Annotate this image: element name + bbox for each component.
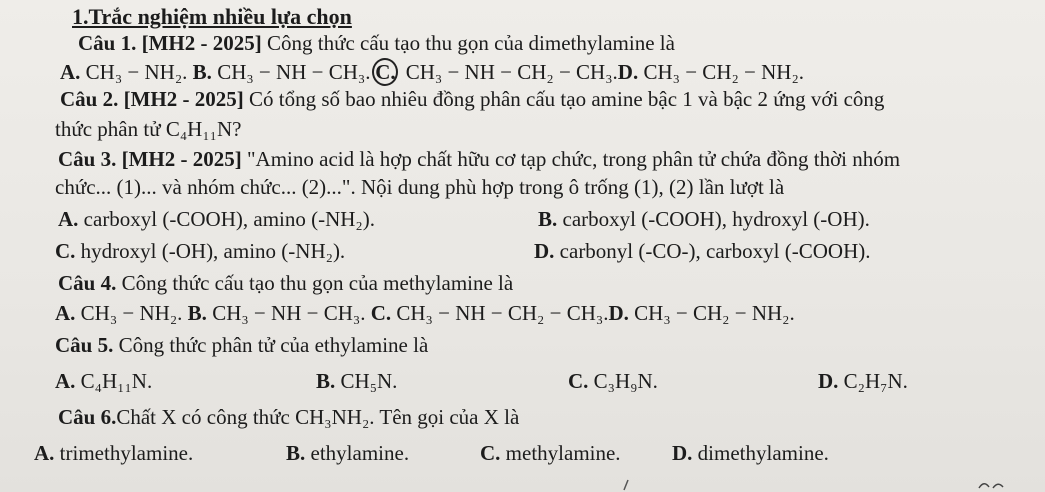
q4-option-b-label: B. [187, 301, 207, 325]
q6-option-b-row [286, 440, 409, 466]
question-2 [60, 86, 884, 112]
q3-option-b: carboxyl (-COOH), hydroxyl (-OH). [557, 207, 870, 231]
q6-option-b: ethylamine. [305, 441, 410, 465]
q6-option-a-row [34, 440, 193, 466]
q3-option-d: carbonyl (-CO-), carboxyl (-COOH). [554, 239, 871, 263]
q3-option-d-label: D. [534, 239, 555, 263]
q1-option-b: CH₃ − NH − CH₃. [211, 60, 371, 84]
q5-option-a-label: A. [55, 369, 76, 393]
q6-option-d: dimethylamine. [692, 441, 829, 465]
question-4 [58, 270, 513, 296]
q4-option-a-label: A. [55, 301, 76, 325]
question-3 [58, 146, 900, 172]
q1-option-d: CH₃ − CH₂ − NH₂. [638, 60, 805, 84]
pencil-scribble-icon [976, 478, 1006, 492]
q4-option-d-label: D. [608, 301, 629, 325]
q5-option-d: C₂H₇N. [838, 369, 908, 393]
q6-option-d-row [672, 440, 829, 466]
q6-option-c-label: C. [480, 441, 501, 465]
q4-label: Câu 4. [58, 271, 117, 295]
q3-option-b-label: B. [538, 207, 558, 231]
q2-label: Câu 2. [MH2 - 2025] [60, 87, 244, 111]
q4-text: Công thức cấu tạo thu gọn của methylamine là [116, 271, 514, 295]
q6-option-c: methylamine. [500, 441, 621, 465]
question-5 [55, 332, 428, 358]
q5-option-c: C₃H₉N. [588, 369, 658, 393]
q6-text: Chất X có công thức CH₃NH₂. Tên gọi của X là [116, 405, 520, 429]
q1-text: Công thức cấu tạo thu gọn của dimethylamine là [261, 31, 675, 55]
q1-option-d-label: D. [617, 60, 639, 84]
q5-option-a-row [55, 368, 152, 394]
q3-option-a-row [58, 206, 375, 232]
q1-option-a-label: A. [60, 60, 81, 84]
question-2-line-2: thức phân tử C₄H₁₁N? [55, 117, 242, 141]
q6-option-c-row [480, 440, 621, 466]
question-1 [78, 30, 675, 56]
q4-options [55, 300, 795, 326]
q6-option-b-label: B. [286, 441, 306, 465]
question-6 [58, 404, 519, 430]
q5-option-d-label: D. [818, 369, 839, 393]
q1-label: Câu 1. [MH2 - 2025] [78, 31, 262, 55]
q6-option-a-label: A. [34, 441, 55, 465]
q3-text: "Amino acid là hợp chất hữu cơ tạp chức, trong phân tử chứa đồng thời nhóm [241, 147, 901, 171]
q6-option-d-label: D. [672, 441, 693, 465]
q3-option-b-row [538, 206, 870, 232]
q5-option-a: C₄H₁₁N. [75, 369, 153, 393]
q6-option-a: trimethylamine. [54, 441, 194, 465]
q3-option-a: carboxyl (-COOH), amino (-NH₂). [78, 207, 375, 231]
q6-label: Câu 6. [58, 405, 117, 429]
q5-label: Câu 5. [55, 333, 114, 357]
q3-option-d-row [534, 238, 871, 264]
question-3-line-2: chức... (1)... và nhóm chức... (2)...". Nội dung phù hợp trong ô trống (1), (2) lần lượt là [55, 175, 785, 199]
q3-option-c-row [55, 238, 345, 264]
q1-options [60, 58, 804, 86]
q5-option-b-label: B. [316, 369, 336, 393]
q1-option-b-label: B. [192, 60, 212, 84]
q5-option-c-row [568, 368, 658, 394]
q1-option-a: CH₃ − NH₂. [80, 60, 188, 84]
q3-option-a-label: A. [58, 207, 79, 231]
q3-option-c: hydroxyl (-OH), amino (-NH₂). [75, 239, 346, 263]
pencil-mark-icon [620, 476, 640, 492]
q4-option-d: CH₃ − CH₂ − NH₂. [628, 301, 795, 325]
q5-option-d-row [818, 368, 908, 394]
q5-text: Công thức phân tử của ethylamine là [113, 333, 429, 357]
q2-text: Có tổng số bao nhiêu đồng phân cấu tạo amine bậc 1 và bậc 2 ứng với công [243, 87, 885, 111]
q3-label: Câu 3. [MH2 - 2025] [58, 147, 242, 171]
q1-option-c-label-circled: C. [372, 58, 398, 86]
q3-option-c-label: C. [55, 239, 76, 263]
q4-option-c-label: C. [370, 301, 392, 325]
q4-option-a: CH₃ − NH₂. [75, 301, 183, 325]
q1-option-c: CH₃ − NH − CH₂ − CH₃. [400, 60, 618, 84]
q4-option-b: CH₃ − NH − CH₃. [206, 301, 366, 325]
q5-option-c-label: C. [568, 369, 589, 393]
section-title: 1.Trắc nghiệm nhiều lựa chọn [72, 4, 352, 29]
q5-option-b-row [316, 368, 397, 394]
q4-option-c: CH₃ − NH − CH₂ − CH₃. [391, 301, 609, 325]
q5-option-b: CH₅N. [335, 369, 398, 393]
